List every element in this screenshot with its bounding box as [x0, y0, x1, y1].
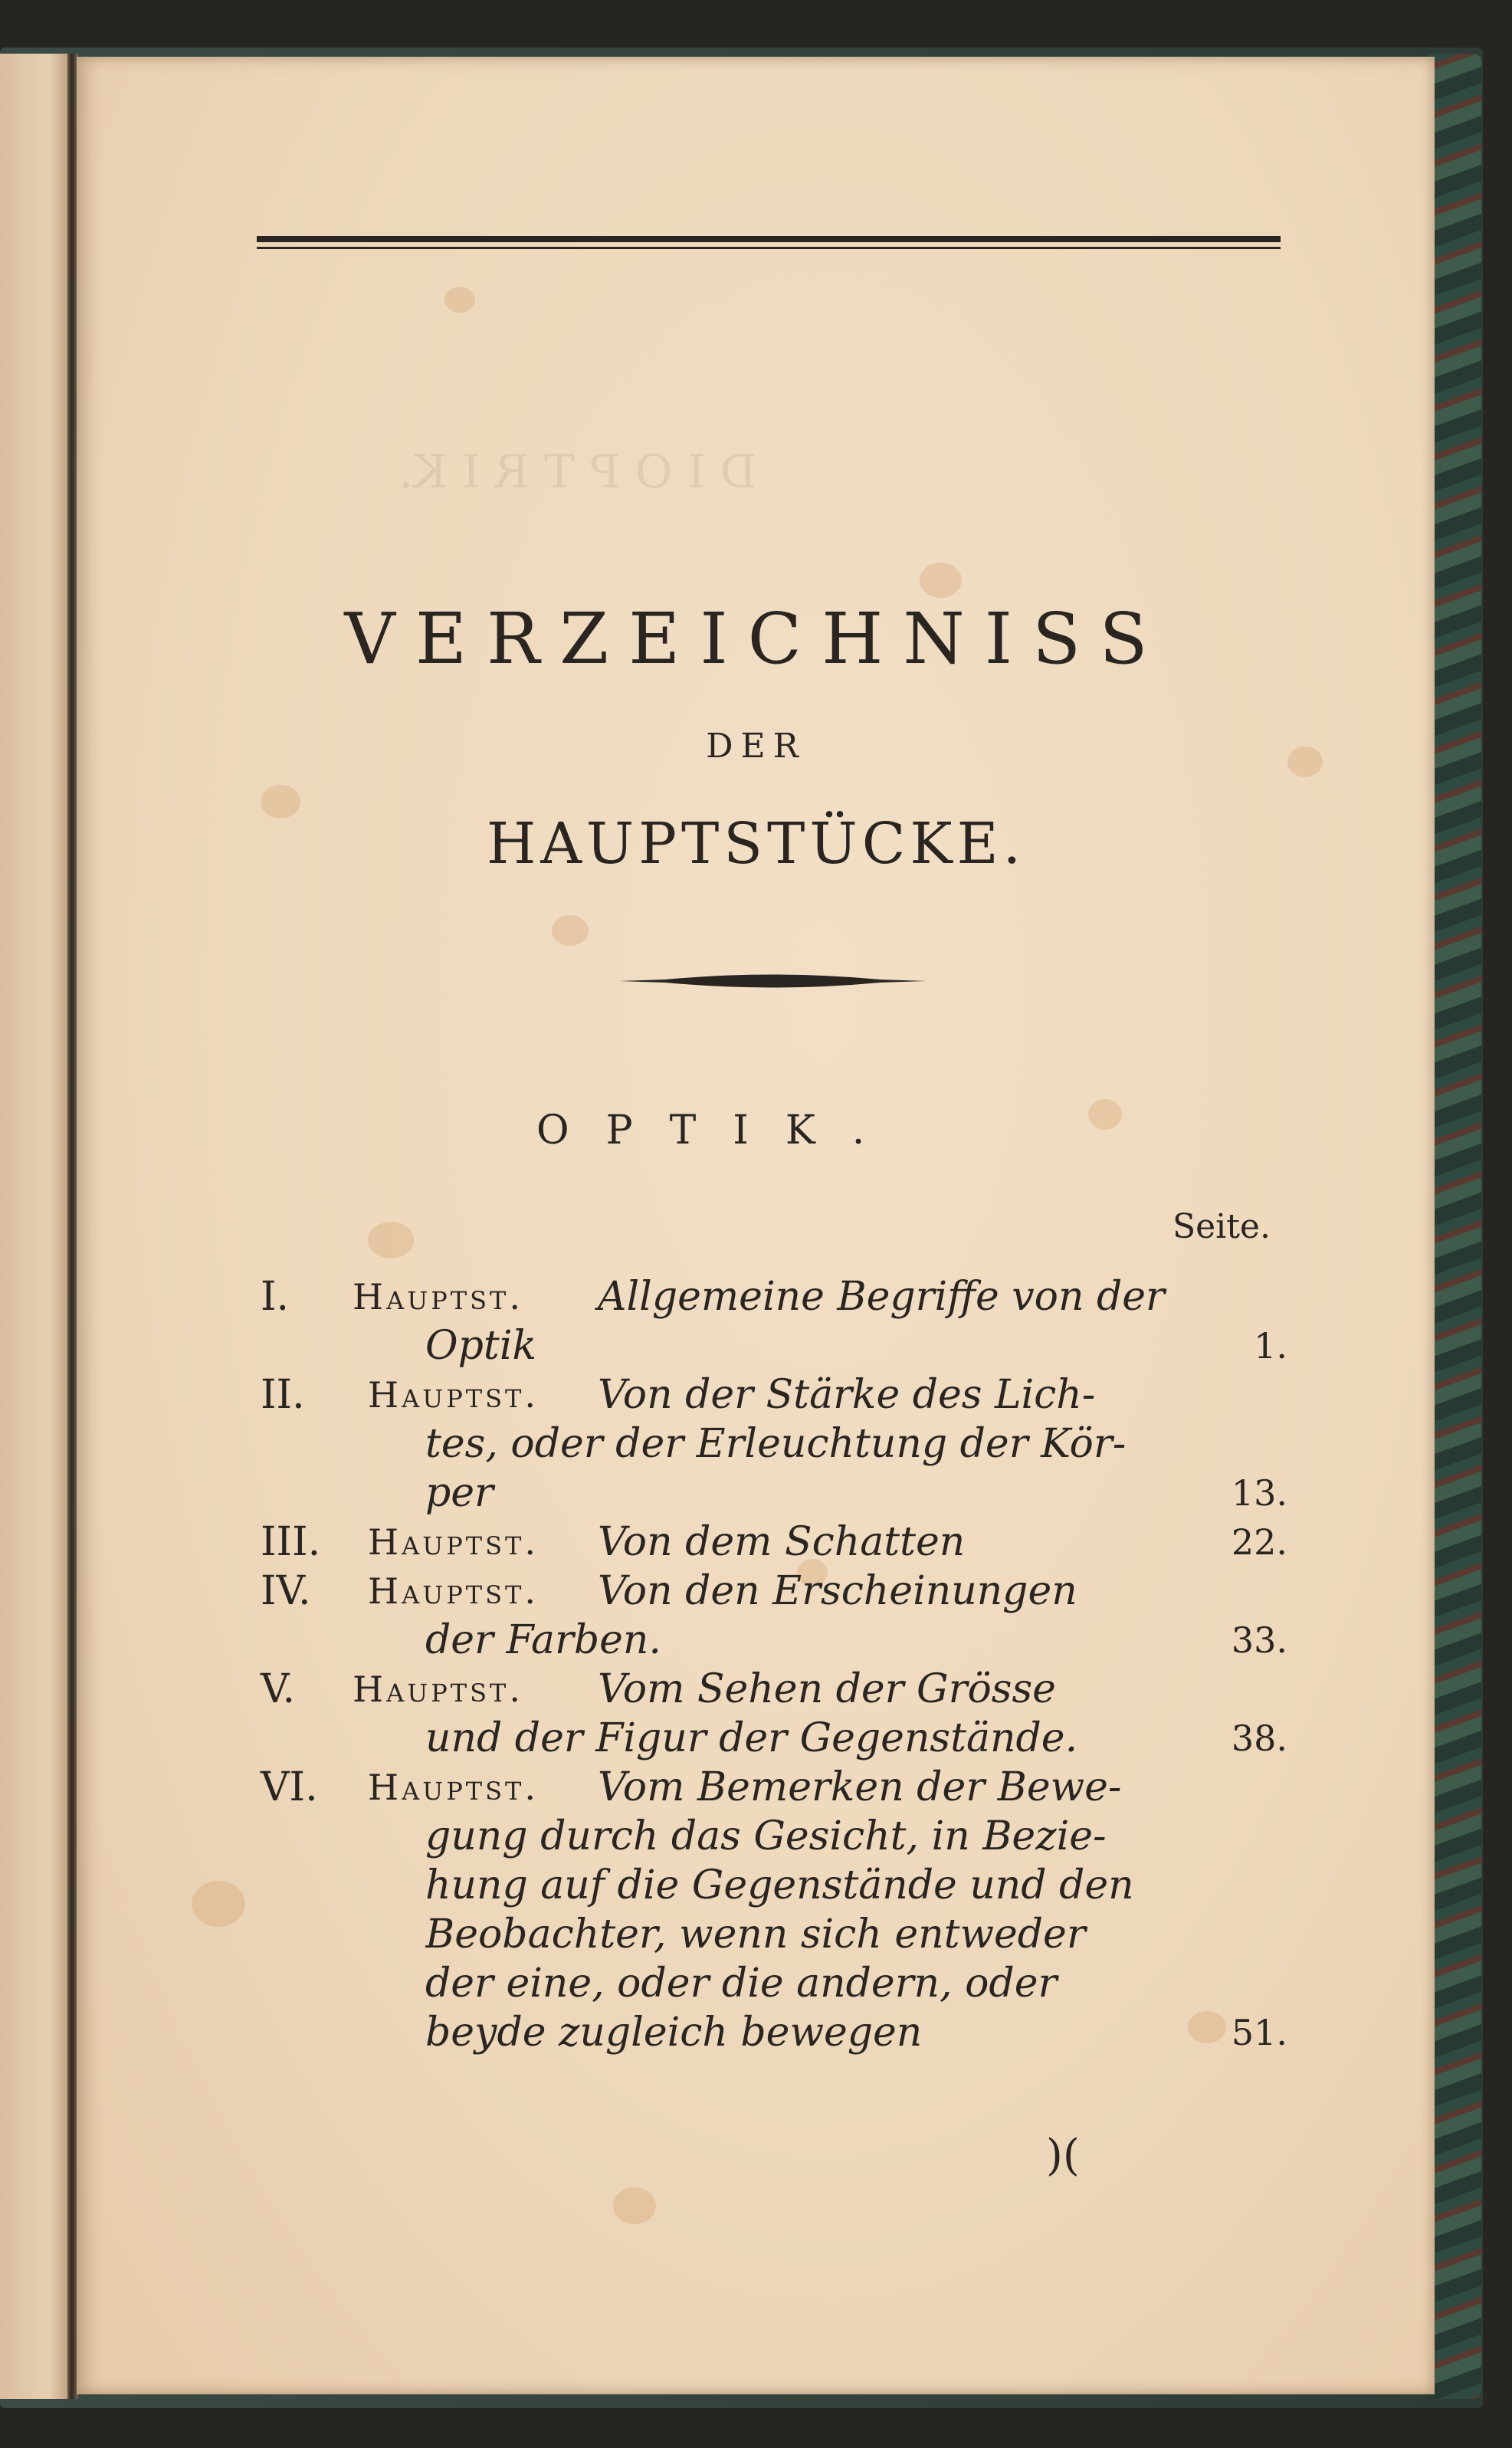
chapter-label: Hauptst.	[368, 1374, 539, 1416]
chapter-number: I.	[261, 1274, 290, 1320]
toc-line	[261, 1616, 1287, 1665]
chapter-title-continued: beyde zugleich bewegen	[425, 2010, 923, 2056]
chapter-title-continued: Optik	[425, 1323, 536, 1369]
chapter-title-continued: Beobachter, wenn sich entweder	[425, 1911, 1086, 1957]
chapter-title-continued: tes, oder der Erleuchtung der Kör-	[425, 1421, 1127, 1467]
marbled-cover-edge	[1428, 54, 1481, 2399]
chapter-title: Von den Erscheinungen	[598, 1568, 1077, 1614]
toc-line	[261, 1812, 1287, 1861]
top-rule	[257, 236, 1281, 242]
toc-line	[261, 1763, 1287, 1812]
toc-line	[261, 1959, 1287, 2008]
chapter-title: Vom Bemerken der Bewe-	[598, 1764, 1122, 1810]
table-of-contents	[261, 1272, 1287, 2057]
toc-line	[261, 1272, 1287, 1321]
toc-line	[261, 1468, 1287, 1518]
toc-line	[261, 1370, 1287, 1419]
toc-line	[261, 2008, 1287, 2057]
left-page-edge	[0, 54, 71, 2399]
chapter-number: III.	[261, 1519, 321, 1565]
chapter-label: Hauptst.	[368, 1570, 539, 1612]
page-title: VERZEICHNISS	[344, 598, 1168, 680]
page-subtitle: DER	[706, 727, 806, 766]
toc-line	[261, 1567, 1287, 1616]
chapter-title: Von dem Schatten	[598, 1519, 966, 1565]
toc-line	[261, 1419, 1287, 1468]
chapter-title-continued: gung durch das Gesicht, in Bezie-	[425, 1813, 1107, 1859]
section-title: OPTIK.	[536, 1108, 902, 1153]
top-rule-thin	[257, 247, 1281, 249]
chapter-label: Hauptst.	[353, 1669, 523, 1710]
ornament-divider-icon	[619, 970, 926, 993]
page-subtitle-main: HAUPTSTÜCKE.	[486, 811, 1026, 877]
page-number: 1.	[1254, 1325, 1287, 1367]
chapter-title-continued: per	[425, 1470, 494, 1516]
chapter-title-continued: hung auf die Gegenstände und den	[425, 1862, 1134, 1908]
toc-entry	[261, 1518, 1287, 1567]
chapter-label: Hauptst.	[368, 1521, 539, 1563]
toc-line	[261, 1714, 1287, 1763]
toc-line	[261, 1665, 1287, 1714]
toc-entry	[261, 1567, 1287, 1665]
chapter-label: Hauptst.	[368, 1767, 539, 1808]
chapter-number: IV.	[261, 1568, 311, 1614]
page-number: 22.	[1231, 1521, 1287, 1563]
chapter-title-continued: der Farben.	[425, 1617, 661, 1663]
toc-entry	[261, 1763, 1287, 2057]
toc-line	[261, 1518, 1287, 1567]
chapter-label: Hauptst.	[353, 1276, 523, 1318]
chapter-title-continued: der eine, oder die andern, oder	[425, 1961, 1058, 2007]
toc-line	[261, 1321, 1287, 1370]
page-column-label: Seite.	[1173, 1207, 1271, 1246]
toc-entry	[261, 1665, 1287, 1763]
chapter-title: Vom Sehen der Grösse	[598, 1666, 1056, 1712]
toc-line	[261, 1861, 1287, 1910]
page-number: 51.	[1231, 2012, 1287, 2053]
chapter-title-continued: und der Figur der Gegenstände.	[425, 1715, 1078, 1761]
signature-mark: )(	[1046, 2131, 1080, 2181]
page-number: 33.	[1231, 1619, 1287, 1661]
chapter-number: II.	[261, 1372, 305, 1418]
book-page: D I O P T R I K.	[77, 57, 1435, 2394]
chapter-title: Von der Stärke des Lich-	[598, 1372, 1096, 1418]
page-number: 38.	[1231, 1718, 1287, 1759]
page-number: 13.	[1231, 1472, 1287, 1514]
chapter-number: VI.	[261, 1764, 318, 1810]
toc-line	[261, 1910, 1287, 1959]
toc-entry	[261, 1370, 1287, 1518]
chapter-number: V.	[261, 1666, 295, 1712]
toc-entry	[261, 1272, 1287, 1370]
chapter-title: Allgemeine Begriffe von der	[598, 1274, 1165, 1320]
